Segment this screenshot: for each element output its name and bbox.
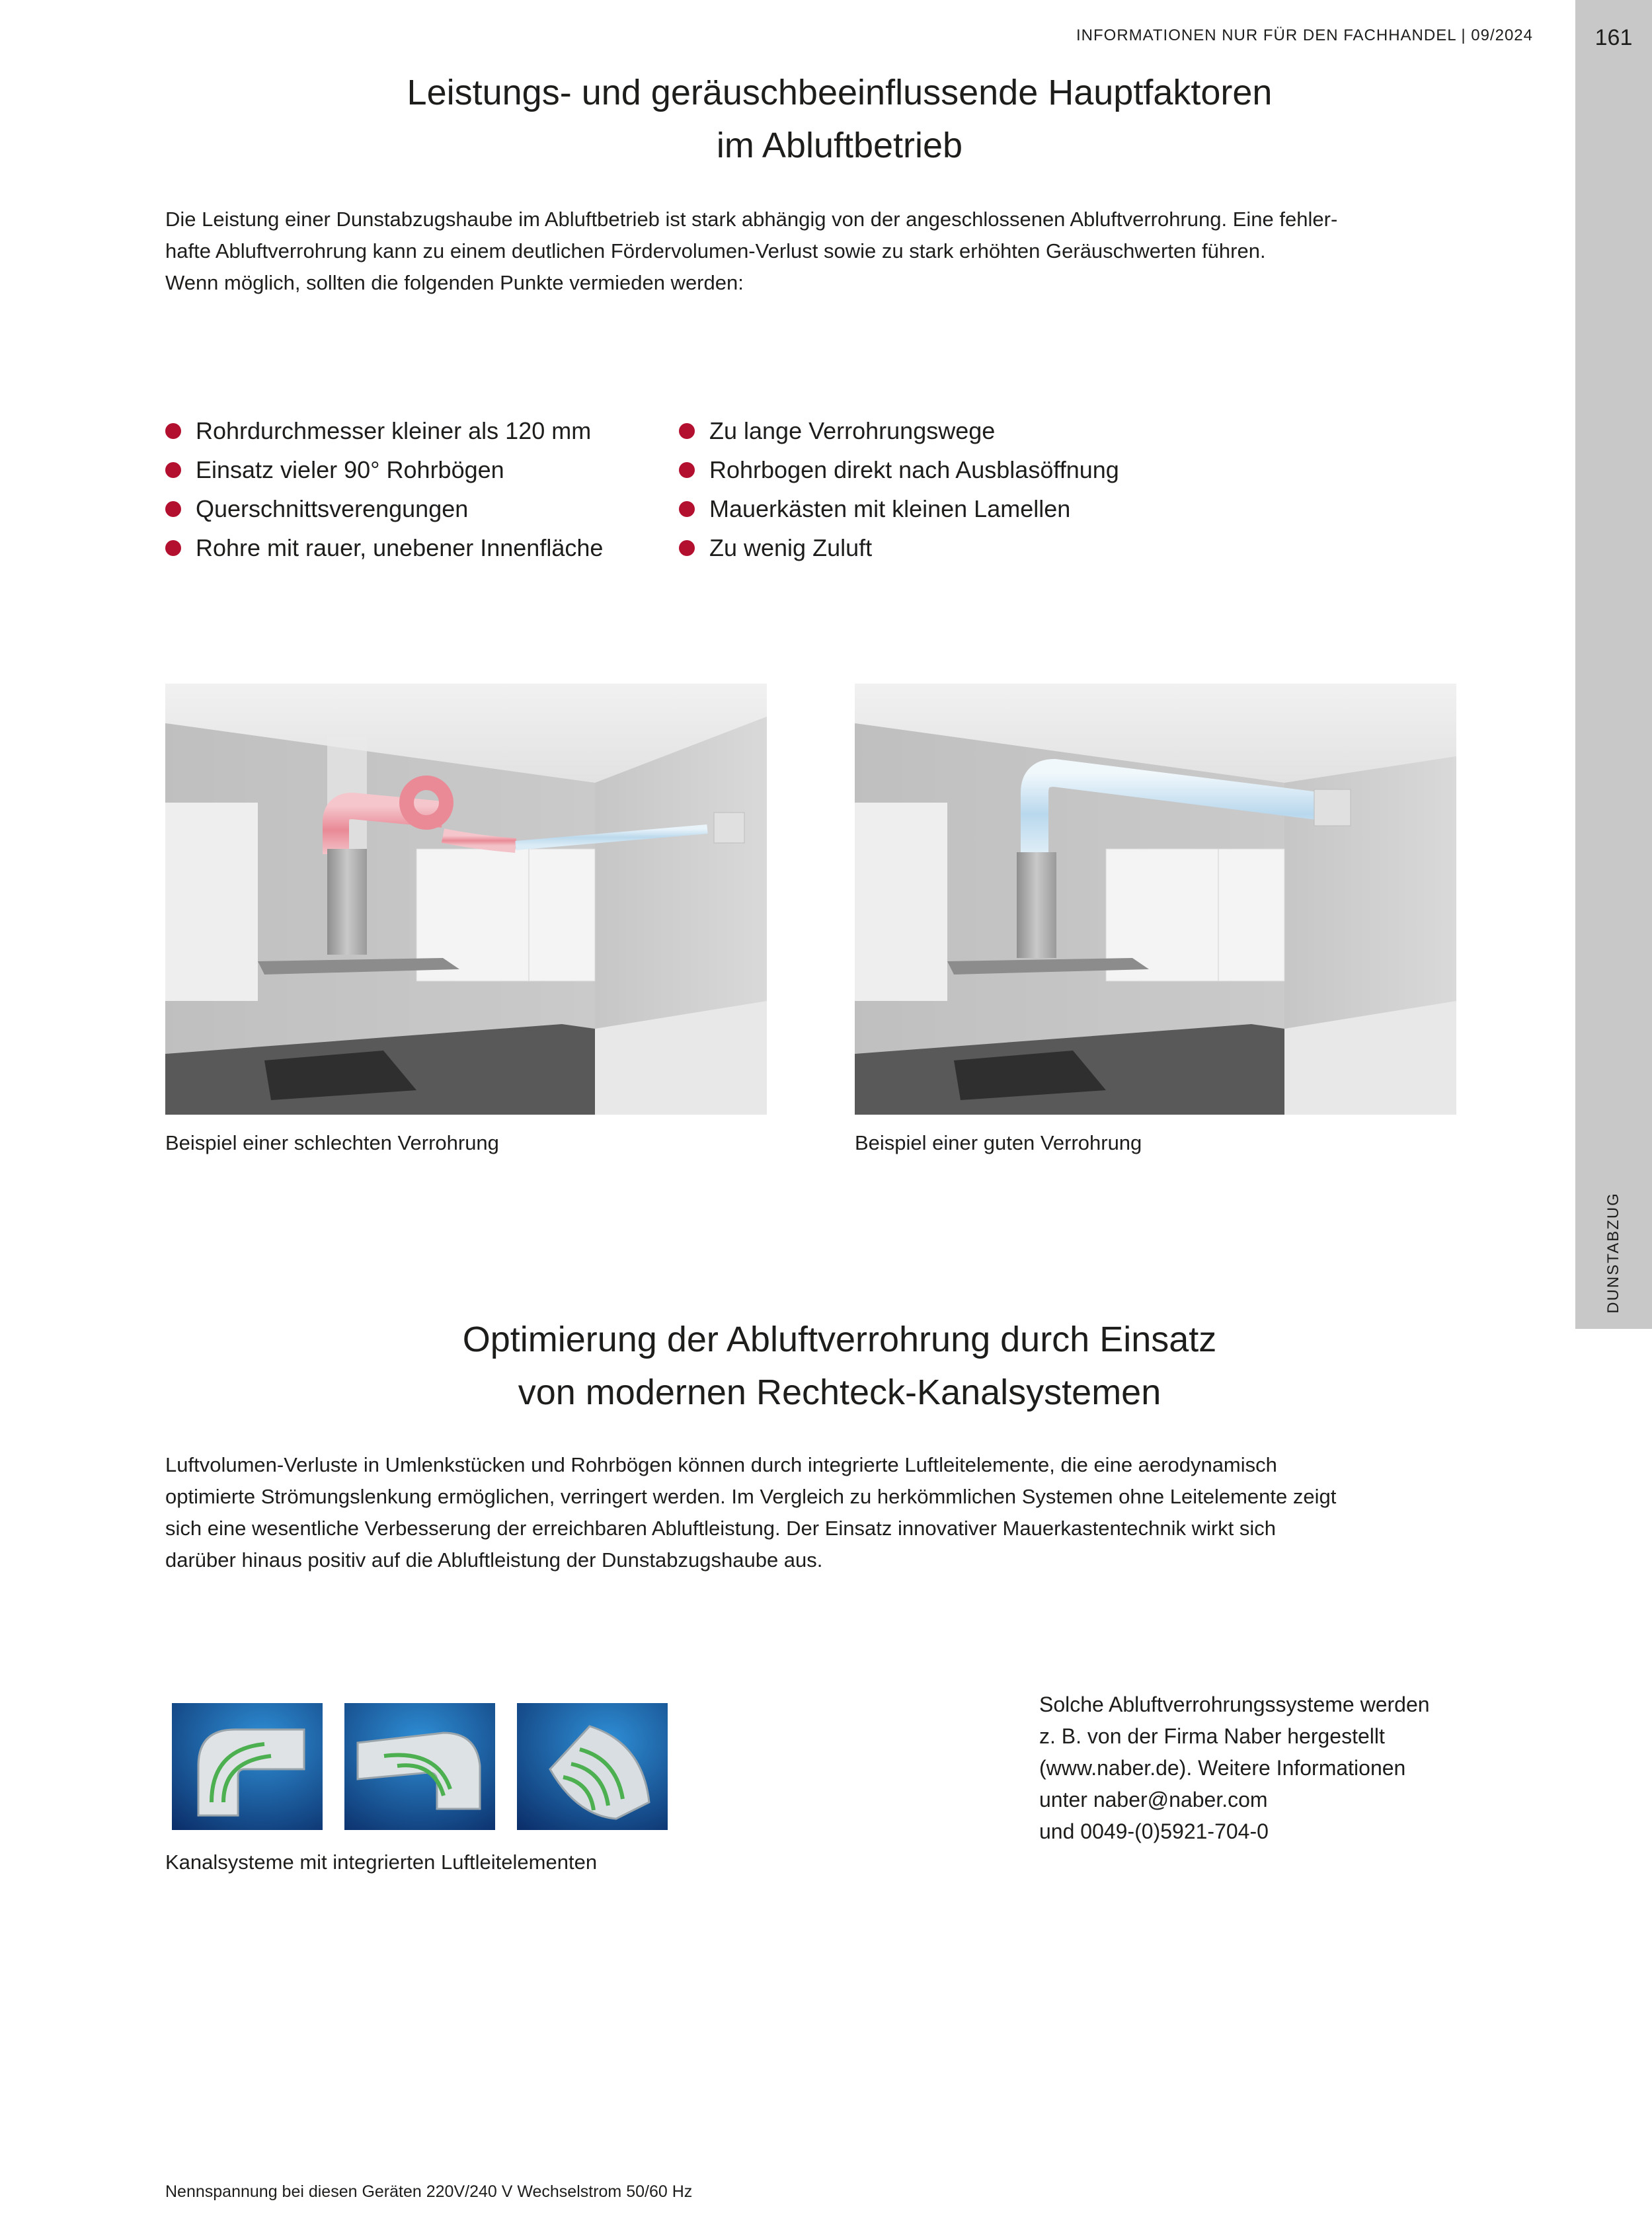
bullet-dot-icon	[679, 540, 695, 556]
list-item	[679, 411, 1119, 450]
caption-bad-ducting: Beispiel einer schlechten Verrohrung	[165, 1131, 499, 1154]
bullet-dot-icon	[679, 423, 695, 439]
list-item-text: Rohrbogen direkt nach Ausblasöffnung	[709, 456, 1119, 483]
list-item-text: Einsatz vieler 90° Rohrbögen	[196, 456, 504, 483]
list-item-text: Rohrdurchmesser kleiner als 120 mm	[196, 417, 592, 444]
section-title-main-factors	[165, 66, 1514, 172]
title-line: im Abluftbetrieb	[716, 126, 963, 165]
list-item	[679, 528, 1119, 567]
avoid-list-right	[679, 411, 1119, 567]
list-item	[679, 450, 1119, 489]
title-line: Leistungs- und geräuschbeeinflussende Hauptfaktoren	[407, 73, 1273, 112]
manufacturer-info-line: unter naber@naber.com	[1039, 1788, 1268, 1812]
list-item-text: Zu wenig Zuluft	[709, 534, 873, 561]
channel-bend-image	[344, 1703, 495, 1830]
optimization-paragraph	[165, 1449, 1461, 1576]
title-line: von modernen Rechteck-Kanalsystemen	[518, 1373, 1161, 1412]
paragraph-line: Luftvolumen-Verluste in Umlenkstücken und Rohrbögen können durch integrierte Luftleitelemente, die eine aerodynamisch	[165, 1453, 1277, 1476]
paragraph-line: darüber hinaus positiv auf die Abluftleistung der Dunstabzugshaube aus.	[165, 1548, 823, 1572]
avoid-list-left	[165, 411, 603, 567]
channel-elbow-image	[172, 1703, 323, 1830]
channel-guide-vanes-image	[517, 1703, 668, 1830]
manufacturer-info-line: und 0049-(0)5921-704-0	[1039, 1819, 1269, 1843]
manufacturer-info-line: z. B. von der Firma Naber hergestellt	[1039, 1724, 1385, 1748]
bullet-dot-icon	[165, 501, 181, 517]
list-item-text: Rohre mit rauer, unebener Innenfläche	[196, 534, 604, 561]
bullet-dot-icon	[679, 501, 695, 517]
page-number: 161	[1594, 25, 1633, 50]
bullet-dot-icon	[165, 462, 181, 478]
chapter-side-tab	[1575, 0, 1652, 1329]
bullet-dot-icon	[165, 423, 181, 439]
list-item	[679, 489, 1119, 528]
paragraph-line: Die Leistung einer Dunstabzugshaube im Abluftbetrieb ist stark abhängig von der angeschlossenen Abluftverrohrung. Eine fehler-	[165, 208, 1338, 231]
bullet-dot-icon	[679, 462, 695, 478]
caption-good-ducting: Beispiel einer guten Verrohrung	[855, 1131, 1142, 1154]
manufacturer-info	[1039, 1689, 1430, 1847]
bad-ducting-illustration	[165, 684, 767, 1115]
title-line: Optimierung der Abluftverrohrung durch Einsatz	[462, 1320, 1217, 1359]
list-item-text: Mauerkästen mit kleinen Lamellen	[709, 495, 1071, 522]
manufacturer-info-line: Solche Abluftverrohrungssysteme werden	[1039, 1692, 1430, 1716]
manufacturer-info-line: (www.naber.de). Weitere Informationen	[1039, 1756, 1406, 1780]
good-ducting-illustration	[855, 684, 1456, 1115]
paragraph-line: Wenn möglich, sollten die folgenden Punkte vermieden werden:	[165, 271, 744, 294]
paragraph-line: sich eine wesentliche Verbesserung der erreichbaren Abluftleistung. Der Einsatz innovativer Mauerkastentechnik wirkt sich	[165, 1517, 1277, 1540]
list-item-text: Zu lange Verrohrungswege	[709, 417, 996, 444]
chapter-label: DUNSTABZUG	[1604, 1192, 1622, 1314]
list-item-text: Querschnittsverengungen	[196, 495, 469, 522]
header-note: INFORMATIONEN NUR FÜR DEN FACHHANDEL | 09/2024	[1076, 26, 1533, 44]
bullet-dot-icon	[165, 540, 181, 556]
list-item	[165, 450, 603, 489]
list-item	[165, 489, 603, 528]
list-item	[165, 528, 603, 567]
paragraph-line: optimierte Strömungslenkung ermöglichen, verringert werden. Im Vergleich zu herkömmlichen Systemen ohne Leitelemente zeigt	[165, 1485, 1337, 1508]
caption-channel-systems: Kanalsysteme mit integrierten Luftleitelementen	[165, 1851, 598, 1874]
footer-voltage-note: Nennspannung bei diesen Geräten 220V/240 V Wechselstrom 50/60 Hz	[165, 2182, 693, 2201]
list-item	[165, 411, 603, 450]
intro-paragraph	[165, 204, 1461, 299]
paragraph-line: hafte Abluftverrohrung kann zu einem deutlichen Fördervolumen-Verlust sowie zu stark erhöhten Geräuschwerten führen.	[165, 239, 1266, 262]
section-title-optimization	[165, 1313, 1514, 1419]
